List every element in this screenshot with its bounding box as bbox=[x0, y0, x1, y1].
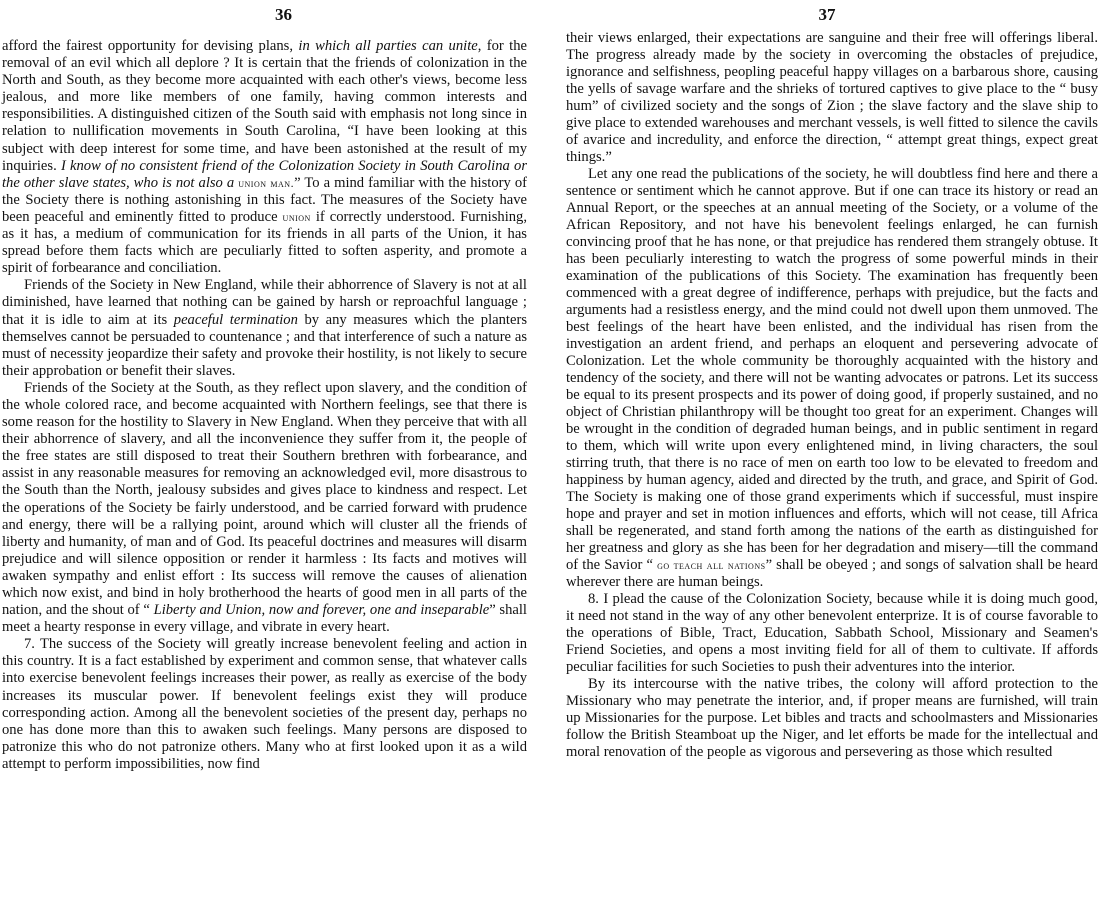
text-run: ” shall be obeyed ; and songs of salvation shall be heard wherever there are human beings. bbox=[566, 557, 1098, 590]
italic-text: in which all parties can unite bbox=[298, 38, 478, 54]
paragraph bbox=[566, 30, 1098, 166]
small-caps-text: go teach all nations bbox=[657, 558, 766, 572]
text-run: Friends of the Society at the South, as they reflect upon slavery, and the condition of the whole colored race, and become acquainted with Northern feelings, see that there is some reason for the hostility to Slavery in New England. When they perceive that with all their abhorrence of slavery, and all the inconvenience they suffer from it, the people of the free states are still disposed to treat their Southern brethren with forbearance, and assist in any reasonable measures for removing an acknowledged evil, more disastrous to the South than the North, jealousy subsides and gives place to kindness and respect. Let the operations of the Society be fairly understood, and be carried forward with prudence and energy, there will be a rallying point, around which will cluster all the friends of liberty and humanity, of man and of God. Its peaceful doctrines and measures will disarm prejudice and will silence opposition or render it harmless : Its facts and motives will awaken sympathy and enlist effort : Its success will remove the causes of alienation which now exist, and bind in holy brotherhood the hearts of good men in all parts of the nation, and the shout of “ bbox=[2, 379, 527, 619]
text-run: afford the fairest opportunity for devising plans, bbox=[2, 38, 299, 54]
paragraph bbox=[2, 636, 527, 773]
italic-text: Liberty and Union, now and forever, one and inseparable bbox=[153, 602, 490, 619]
text-run: 8. I plead the cause of the Colonization Society, because while it is doing much good, it need not stand in the way of any other benevolent enterprize. It is of course favorable to the operations of Bible, Tract, Education, Sabbath School, Missionary and Seamen's Friend Societies, and opens a most inviting field for all of them to cultivate. If affords peculiar facilities for such Societies to push their adventures into the interior. bbox=[566, 591, 1098, 675]
paragraph bbox=[2, 380, 527, 636]
text-run: ” To a mind familiar with the history of the Society there is nothing astonishing in this fact. The measures of the Society have been peaceful and eminently fitted to produce bbox=[2, 174, 527, 225]
text-run: by any measures which the planters themselves cannot be persuaded to countenance ; and that interference of such a nature as must of necessity jeopardize their safety and provoke their hostility, is not likely to secure their approbation or benefit their slaves. bbox=[2, 311, 527, 379]
small-caps-text: union man. bbox=[238, 175, 295, 190]
text-run: if correctly understood. Furnishing, as it has, a medium of communication for its friends in all parts of the Union, it has spread before them facts which are peculiarly fitted to soften asperity, and promote a spirit of forbearance and conciliation. bbox=[2, 208, 527, 277]
paragraph bbox=[2, 38, 527, 277]
paragraph bbox=[566, 166, 1098, 591]
right-page bbox=[566, 0, 1098, 917]
page-number: 36 bbox=[275, 5, 292, 24]
paragraph bbox=[566, 676, 1098, 761]
left-page bbox=[0, 0, 527, 917]
paragraph bbox=[2, 277, 527, 380]
text-run: Let any one read the publications of the society, he will doubtless find here and there a sentence or sentiment which he cannot approve. But if one can trace its history or read an Annual Report, or the speeches at an annual meeting of the Society, or a volume of the African Repository, and not have his benevolent feelings enlarged, he can furnish convincing proof that he has none, or that prejudice has rendered them strangely obtuse. It has been peculiarly interesting to watch the progress of some powerful minds in their examination of the publications of this Society. The examination has frequently been commenced with a great degree of indifference, perhaps with prejudice, but the facts and arguments had a resistless energy, and the mind could not dwell upon them unmoved. The best feelings of the heart have been enlisted, and the individual has risen from the investigation an ardent friend, and perhaps an eloquent and persevering advocate of Colonization. Let the whole community be thoroughly acquainted with the history and tendency of the society, and there will not be wanting advocates or patrons. Let its success be equal to its present prospects and its power of doing good, if properly sustained, and no object of Christian philanthropy will be thought too great for an experiment. Changes will be wrought in the condition of degraded human beings, and in public sentiment in regard to them, which will write upon every enlightened mind, in living characters, the soul stirring truth, that there is no race of men on earth too low to be elevated to freedom and happiness by human agency, aided and directed by the truth, and grace, and Spirit of God. The Society is making one of those grand experiments which if successful, must inspire hope and prayer and set in motion influences and efforts, which will not cease, till Africa shall be regenerated, and stand forth among the nations of the earth as distinguished for her greatness and glory as she has been for her degradation and misery—till the command of the Savior “ bbox=[566, 166, 1098, 573]
text-run: Friends of the Society in New England, while their abhorrence of Slavery is not at all diminished, have learned that nothing can be gained by harsh or reproachful language ; that it is idle to aim at its bbox=[2, 277, 527, 328]
text-run: ” shall meet a hearty response in every village, and vibrate in every heart. bbox=[2, 602, 527, 636]
page-body bbox=[2, 38, 527, 773]
small-caps-text: union bbox=[282, 209, 311, 224]
page-number: 37 bbox=[818, 5, 836, 24]
paragraph bbox=[566, 591, 1098, 676]
text-run: their views enlarged, their expectations are sanguine and their free will offerings liberal. The progress already made by the society in overcoming the obstacles of prejudice, ignorance and selfishness, peopling peaceful happy villages on a barbarous shore, causing the yells of savage warfare and the shrieks of tortured captives to give place to the “ busy hum” of civilized society and the songs of Zion ; the slave factory and the slave ship to give place to extended warehouses and merchant vessels, is well fitted to silence the cavils of avarice and incredulity, and enforce the direction, “ attempt great things, expect great things.” bbox=[566, 30, 1098, 165]
page-body bbox=[566, 3, 1098, 761]
text-run: , for the removal of an evil which all deplore ? It is certain that the friends of colonization in the North and South, as they become more acquainted with each other's views, become less jealous, and more like members of one family, having common interests and responsibilities. A distinguished citizen of the South said with emphasis not long since in relation to nullification movements in South Carolina, “I have been looking at this subject with deep interest for some time, and have been astonished at the result of my inquiries. bbox=[2, 38, 527, 174]
italic-text: peaceful termination bbox=[173, 311, 298, 328]
italic-text: I know of no consistent friend of the Colonization Society in South Carolina or the other slave states, who is not also a bbox=[2, 157, 527, 191]
text-run: By its intercourse with the native tribes, the colony will afford protection to the Missionary who may penetrate the interior, and, if proper means are furnished, will train up Missionaries for the purpose. Let bibles and tracts and schoolmasters and Missionaries follow the British Steamboat up the Niger, and let efforts be made for the intellectual and moral renovation of the people as vigorous and persevering as those which resulted bbox=[566, 676, 1098, 760]
text-run: 7. The success of the Society will greatly increase benevolent feeling and action in this country. It is a fact established by experiment and common sense, that whatever calls into exercise benevolent feelings increases their power, as really as exercise of the body increases its muscular power. If benevolent feelings exist they will produce corresponding action. Among all the benevolent societies of the present day, perhaps no one has done more than this to awaken such feelings. Many persons are disposed to patronize this who do not patronize others. Many who at first looked upon it as a wild attempt to perform impossibilities, now find bbox=[2, 636, 527, 772]
